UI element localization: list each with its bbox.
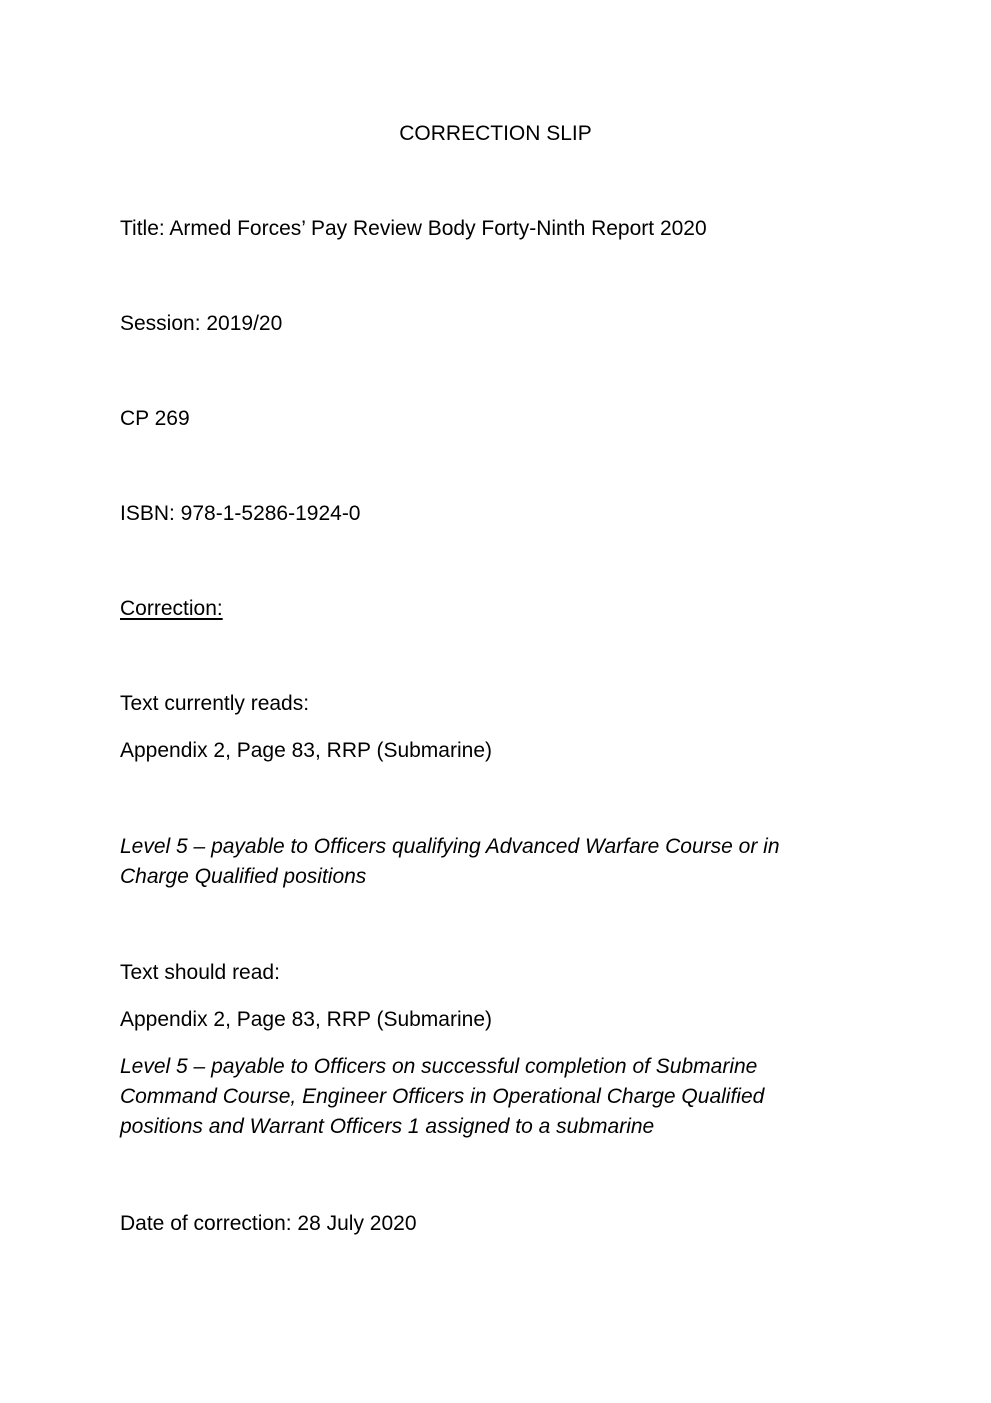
correction-date: Date of correction: 28 July 2020 <box>120 1212 417 1235</box>
corrected-text-label: Text should read: <box>120 961 280 984</box>
current-text-label: Text currently reads: <box>120 692 310 715</box>
report-title: Title: Armed Forces’ Pay Review Body Forty-Ninth Report 2020 <box>120 217 707 240</box>
current-text-line: Level 5 – payable to Officers qualifying Advanced Warfare Course or in <box>120 835 780 858</box>
current-reference: Appendix 2, Page 83, RRP (Submarine) <box>120 739 492 762</box>
corrected-text-line: Level 5 – payable to Officers on successful completion of Submarine <box>120 1055 758 1078</box>
corrected-reference: Appendix 2, Page 83, RRP (Submarine) <box>120 1008 492 1031</box>
session: Session: 2019/20 <box>120 312 283 335</box>
corrected-text-paragraph <box>120 1052 880 1142</box>
correction-heading: Correction: <box>120 597 223 620</box>
corrected-text-line: Command Course, Engineer Officers in Operational Charge Qualified <box>120 1085 765 1108</box>
document-heading: CORRECTION SLIP <box>399 122 592 145</box>
command-paper-number: CP 269 <box>120 407 190 430</box>
isbn: ISBN: 978-1-5286-1924-0 <box>120 502 361 525</box>
current-text-paragraph <box>120 832 880 892</box>
current-text-line: Charge Qualified positions <box>120 865 367 888</box>
corrected-text-line: positions and Warrant Officers 1 assigned to a submarine <box>120 1115 655 1138</box>
